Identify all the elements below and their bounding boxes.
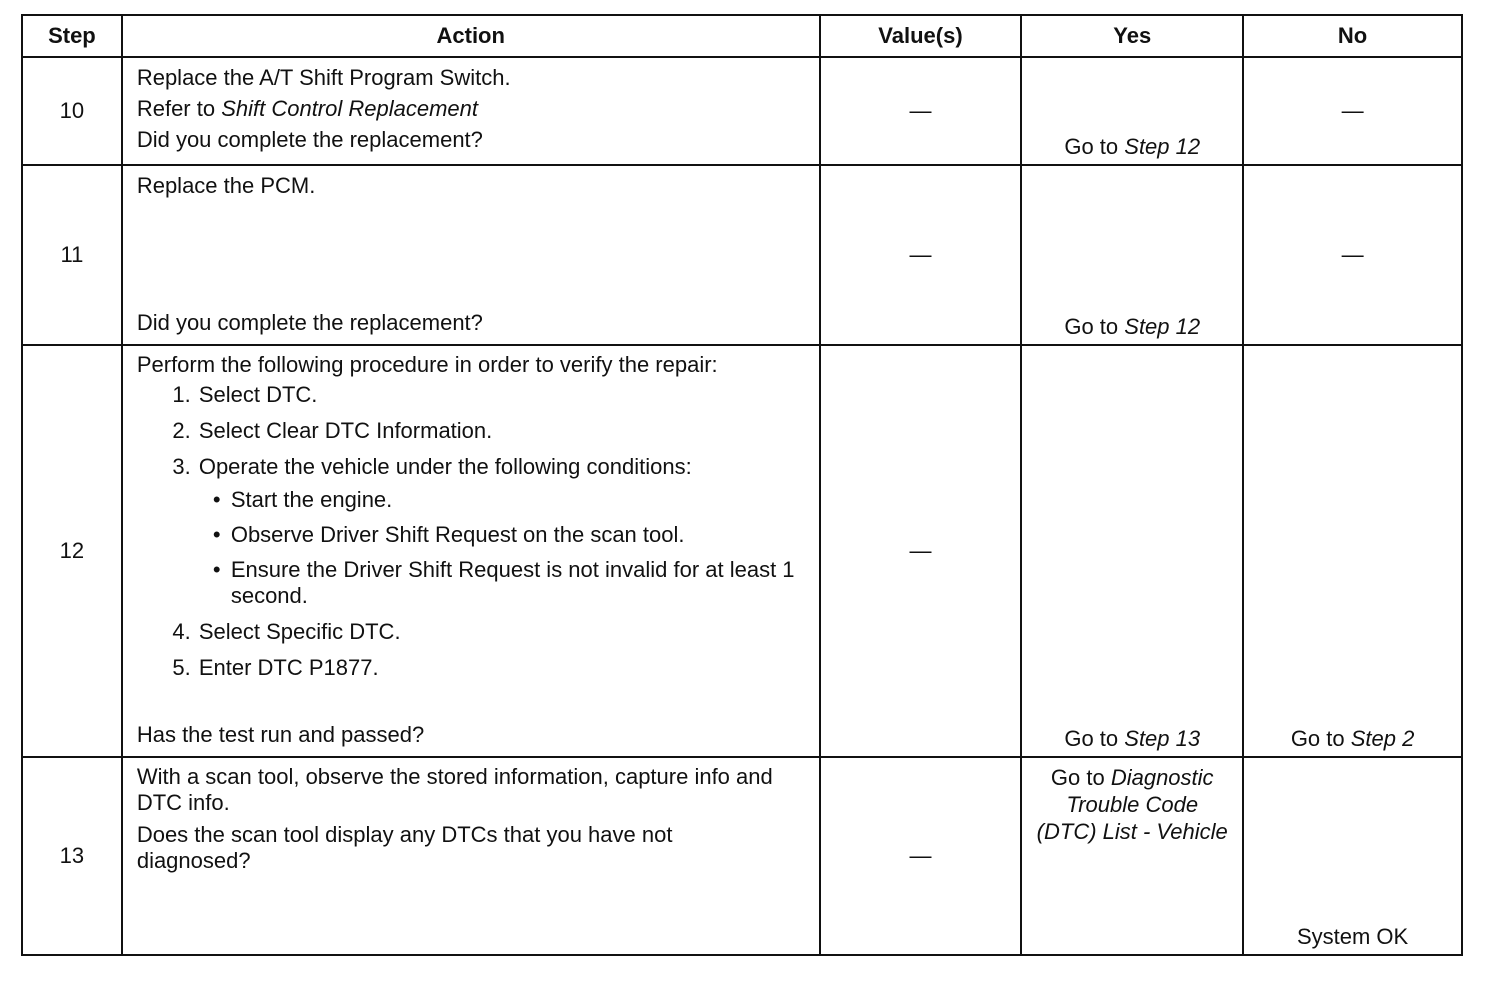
procedure-step: 2. Select Clear DTC Information. — [197, 417, 809, 445]
action-question: Did you complete the replacement? — [136, 310, 483, 335]
yes-goto[interactable]: Go to Step 13 — [1064, 726, 1201, 751]
condition-item: • Ensure the Driver Shift Request is not invalid for at least 1 second. — [212, 557, 795, 608]
no-cell — [1243, 757, 1462, 955]
no-step-link[interactable]: Step 2 — [1350, 726, 1415, 751]
step-number: 11 — [22, 165, 122, 345]
action-cell — [122, 345, 820, 757]
step-number: 13 — [22, 757, 122, 955]
table-row — [22, 345, 1462, 757]
step-number: 12 — [22, 345, 122, 757]
yes-cell — [1021, 757, 1243, 955]
value-cell — [820, 757, 1022, 955]
action-text: With a scan tool, observe the stored information, capture info and DTC info. — [136, 764, 773, 815]
header-action: Action — [122, 15, 820, 57]
yes-goto[interactable]: Go to Diagnostic Trouble Code (DTC) List - Vehicle — [1036, 765, 1228, 844]
action-text: Replace the A/T Shift Program Switch. — [136, 65, 511, 90]
bullet-icon: • — [212, 522, 221, 547]
yes-cell — [1021, 165, 1243, 345]
header-no: No — [1243, 15, 1462, 57]
action-cell — [122, 57, 820, 165]
action-cell — [122, 165, 820, 345]
bullet-icon: • — [212, 487, 221, 512]
table-row — [22, 757, 1462, 955]
value-dash: — — [909, 98, 932, 123]
condition-item: • Observe Driver Shift Request on the scan tool. — [212, 522, 685, 547]
table-row — [22, 165, 1462, 345]
value-dash: — — [909, 538, 932, 563]
diagnostic-table — [21, 14, 1463, 956]
header-yes: Yes — [1021, 15, 1243, 57]
no-result: System OK — [1296, 924, 1409, 949]
refer-line — [137, 95, 809, 123]
header-row — [22, 15, 1462, 57]
yes-cell — [1021, 345, 1243, 757]
header-values: Value(s) — [820, 15, 1022, 57]
condition-item: • Start the engine. — [212, 487, 393, 512]
conditions-list — [199, 487, 809, 609]
header-step: Step — [22, 15, 122, 57]
value-cell — [820, 345, 1022, 757]
value-dash: — — [909, 843, 932, 868]
action-question: Did you complete the replacement? — [136, 127, 483, 152]
no-goto[interactable]: Go to Step 2 — [1290, 726, 1415, 751]
yes-step-link[interactable]: Step 12 — [1124, 134, 1201, 159]
action-cell — [122, 757, 820, 955]
action-text: Replace the PCM. — [136, 173, 316, 198]
procedure-step: 1. Select DTC. — [197, 381, 809, 409]
bullet-icon: • — [212, 557, 221, 582]
yes-goto[interactable]: Go to Step 12 — [1064, 314, 1201, 339]
step-number: 10 — [22, 57, 122, 165]
value-dash: — — [909, 242, 932, 267]
action-question: Has the test run and passed? — [136, 722, 425, 747]
yes-dtc-list-link[interactable]: Diagnostic Trouble Code (DTC) List - Vehicle — [1036, 765, 1228, 844]
no-cell — [1243, 345, 1462, 757]
procedure-step-text: Operate the vehicle under the following conditions: — [198, 454, 692, 479]
no-dash: — — [1341, 242, 1364, 267]
action-question: Does the scan tool display any DTCs that you have not diagnosed? — [136, 822, 673, 873]
procedure-step: 4. Select Specific DTC. — [197, 618, 809, 646]
refer-prefix: Refer to — [136, 96, 222, 121]
yes-goto[interactable]: Go to Step 12 — [1064, 134, 1201, 159]
no-cell — [1243, 165, 1462, 345]
procedure-list — [137, 381, 809, 682]
table-row — [22, 57, 1462, 165]
procedure-intro: Perform the following procedure in order to verify the repair: — [136, 352, 718, 377]
yes-step-link[interactable]: Step 13 — [1124, 726, 1201, 751]
no-dash: — — [1341, 98, 1364, 123]
yes-step-link[interactable]: Step 12 — [1124, 314, 1201, 339]
procedure-step: 5. Enter DTC P1877. — [197, 654, 809, 682]
no-cell — [1243, 57, 1462, 165]
value-cell — [820, 165, 1022, 345]
refer-link[interactable]: Shift Control Replacement — [221, 96, 478, 121]
yes-cell — [1021, 57, 1243, 165]
value-cell — [820, 57, 1022, 165]
procedure-step — [197, 453, 809, 609]
